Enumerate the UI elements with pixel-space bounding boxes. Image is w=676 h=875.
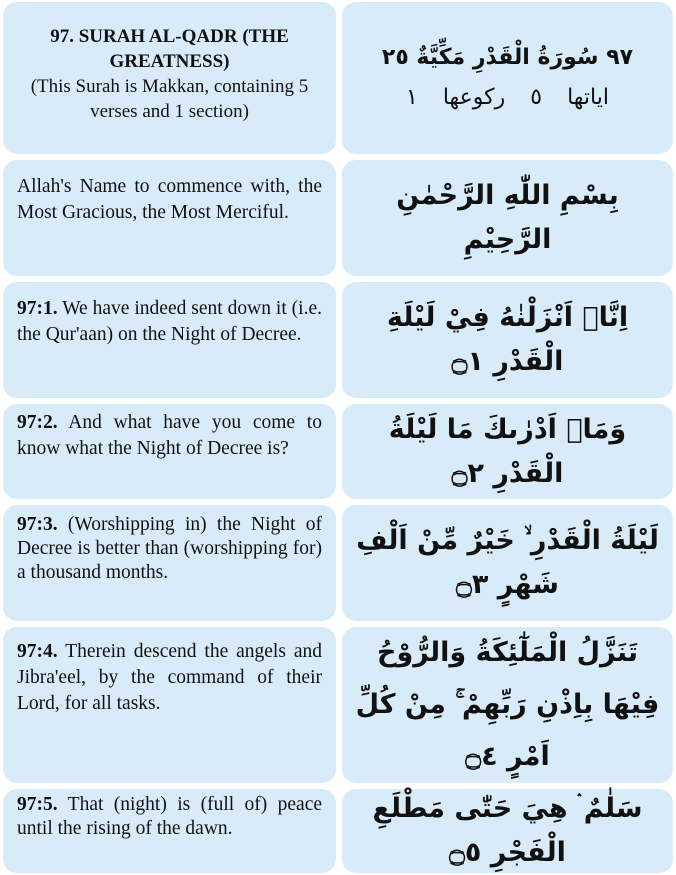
verse-arabic-cell <box>342 627 673 783</box>
verse-english: And what have you come to know what the Night of Decree is? <box>17 412 322 459</box>
verse-ref: 97:1. <box>17 298 58 319</box>
verse-english: We have indeed sent down it (i.e. the Qur'aan) on the Night of Decree. <box>17 298 322 345</box>
verse-arabic-cell <box>342 789 673 873</box>
verse-row <box>0 282 676 398</box>
verse-ref: 97:3. <box>17 514 58 535</box>
verse-arabic-cell <box>342 282 673 398</box>
verse-ref: 97:5. <box>17 794 58 815</box>
surah-title: 97. SURAH AL-QADR (THE GREATNESS) <box>50 26 289 72</box>
header-row <box>0 2 676 154</box>
header-english-cell <box>3 2 336 154</box>
verse-row <box>0 789 676 873</box>
bismillah-arabic-cell <box>342 160 673 276</box>
verse-english-cell <box>3 404 336 499</box>
verse-arabic: وَمَاۤ اَدْرٰىكَ مَا لَيْلَةُ الْقَدْرِ ۝٢ <box>388 413 627 489</box>
header-arabic-cell <box>342 2 673 154</box>
verse-ref: 97:2. <box>17 412 58 433</box>
verse-arabic-cell <box>342 404 673 499</box>
verse-arabic-cell <box>342 505 673 621</box>
verse-arabic: لَيْلَةُ الْقَدْرِ ۙ خَيْرٌ مِّنْ اَلْفِ شَهْرٍ ۝٣ <box>356 525 659 600</box>
verse-arabic: سَلٰمٌ ۛ هِيَ حَتّٰى مَطْلَعِ الْفَجْرِ ۝٥ <box>372 793 643 868</box>
verse-arabic: اِنَّاۤ اَنْزَلْنٰهُ فِيْ لَيْلَةِ الْقَدْرِ ۝١ <box>386 302 629 377</box>
surah-title-arabic: ٩٧ سُورَةُ الْقَدْرِ مَكِّيَّةٌ ٢٥ <box>381 45 634 70</box>
verse-row <box>0 627 676 783</box>
verse-row <box>0 505 676 621</box>
verse-arabic: تَنَزَّلُ الْمَلٰٓئِكَةُ وَالرُّوْحُ فِيْهَا بِاِذْنِ رَبِّهِمْ ۚ مِنْ كُلِّ اَمْرٍ ۝٤ <box>355 637 660 772</box>
verse-english-cell <box>3 505 336 621</box>
bismillah-arabic: بِسْمِ اللّٰهِ الرَّحْمٰنِ الرَّحِيْمِ <box>396 180 619 255</box>
bismillah-row <box>0 160 676 276</box>
verse-row <box>0 404 676 499</box>
surah-subtitle: (This Surah is Makkan, containing 5 verses and 1 section) <box>30 76 309 122</box>
verse-english: Therein descend the angels and Jibra'eel, by the command of their Lord, for all tasks. <box>17 641 322 714</box>
surah-info-arabic: اياتها ٥ ركوعها ١ <box>406 85 609 110</box>
verse-english: (Worshipping in) the Night of Decree is better than (worshipping for) a thousand months. <box>17 514 322 583</box>
verse-english-cell <box>3 282 336 398</box>
verse-english: That (night) is (full of) peace until the rising of the dawn. <box>17 794 322 839</box>
bismillah-english-cell <box>3 160 336 276</box>
verse-english-cell <box>3 627 336 783</box>
bismillah-english: Allah's Name to commence with, the Most Gracious, the Most Merciful. <box>17 176 322 223</box>
verse-english-cell <box>3 789 336 873</box>
verse-ref: 97:4. <box>17 641 58 662</box>
